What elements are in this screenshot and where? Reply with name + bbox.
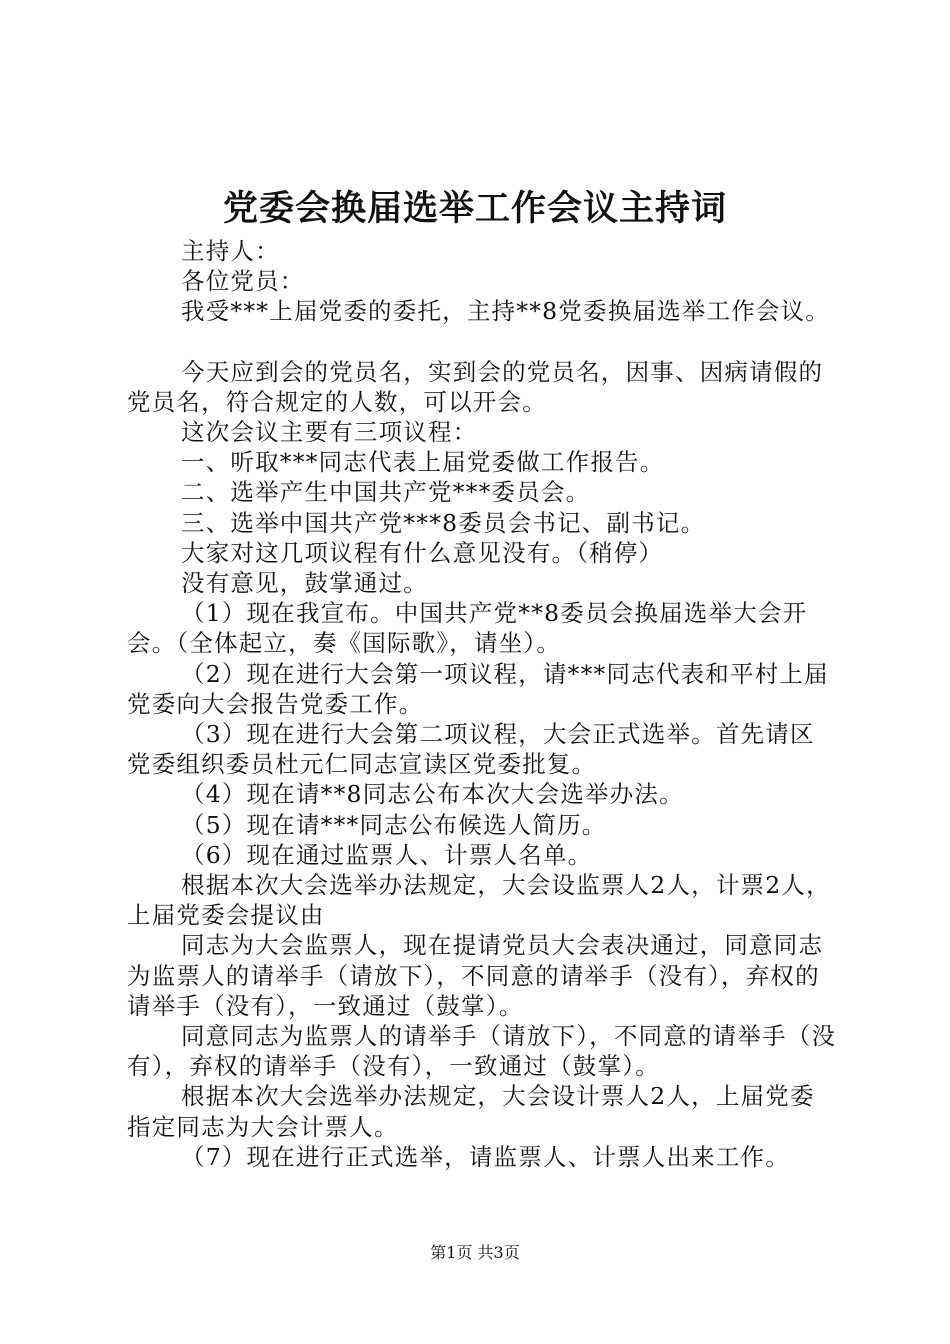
paragraph-agenda-item-3: 三、选举中国共产党***8委员会书记、副书记。	[181, 508, 706, 537]
paragraph-step-6: （6）现在通过监票人、计票人名单。	[181, 840, 593, 869]
paragraph-agenda-approved: 没有意见，鼓掌通过。	[181, 569, 428, 598]
paragraph-scrutineer-rule: 根据本次大会选举办法规定，大会设监票人2人，计票2人，上届党委会提议由	[127, 871, 831, 930]
paragraph-agenda-intro: 这次会议主要有三项议程：	[181, 418, 478, 447]
paragraph-opening: 我受***上届党委的委托，主持**8党委换届选举工作会议。	[181, 297, 831, 326]
paragraph-step-7: （7）现在进行正式选举，请监票人、计票人出来工作。	[181, 1142, 790, 1171]
paragraph-greeting: 各位党员：	[181, 267, 305, 296]
paragraph-agenda-item-1: 一、听取***同志代表上届党委做工作报告。	[181, 448, 665, 477]
paragraph-step-3: （3）现在进行大会第二项议程，大会正式选举。首先请区党委组织委员杜元仁同志宣读区党委批复。	[127, 720, 815, 779]
paragraph-counter-rule: 根据本次大会选举办法规定，大会设计票人2人，上届党委指定同志为大会计票人。	[127, 1082, 815, 1141]
paragraph-step-2: （2）现在进行大会第一项议程，请***同志代表和平村上届党委向大会报告党委工作。	[127, 659, 829, 718]
paragraph-spacer	[127, 327, 839, 357]
paragraph-step-1: （1）现在我宣布。中国共产党**8委员会换届选举大会开会。（全体起立，奏《国际歌》，请坐）。	[127, 599, 808, 658]
paragraph-agenda-item-2: 二、选举产生中国共产党***委员会。	[181, 478, 591, 507]
document-body	[127, 236, 839, 1172]
paragraph-agenda-question: 大家对这几项议程有什么意见没有。（稍停）	[181, 538, 664, 567]
paragraph-step-4: （4）现在请**8同志公布本次大会选举办法。	[181, 780, 684, 809]
paragraph-host: 主持人：	[181, 237, 280, 265]
paragraph-scrutineer-vote-repeat: 同意同志为监票人的请举手（请放下），不同意的请举手（没有），弃权的请举手（没有），一致通过（鼓掌）。	[127, 1022, 837, 1081]
paragraph-attendance: 今天应到会的党员名，实到会的党员名，因事、因病请假的党员名，符合规定的人数，可以开会。	[127, 357, 824, 416]
page-number-footer: 第1页 共3页	[430, 1243, 520, 1262]
document-title: 党委会换届选举工作会议主持词	[222, 188, 727, 229]
paragraph-step-5: （5）现在请***同志公布候选人简历。	[181, 810, 607, 839]
paragraph-scrutineer-vote: 同志为大会监票人，现在提请党员大会表决通过，同意同志为监票人的请举手（请放下），不同意的请举手（没有），弃权的请举手（没有），一致通过（鼓掌）。	[127, 931, 824, 1020]
